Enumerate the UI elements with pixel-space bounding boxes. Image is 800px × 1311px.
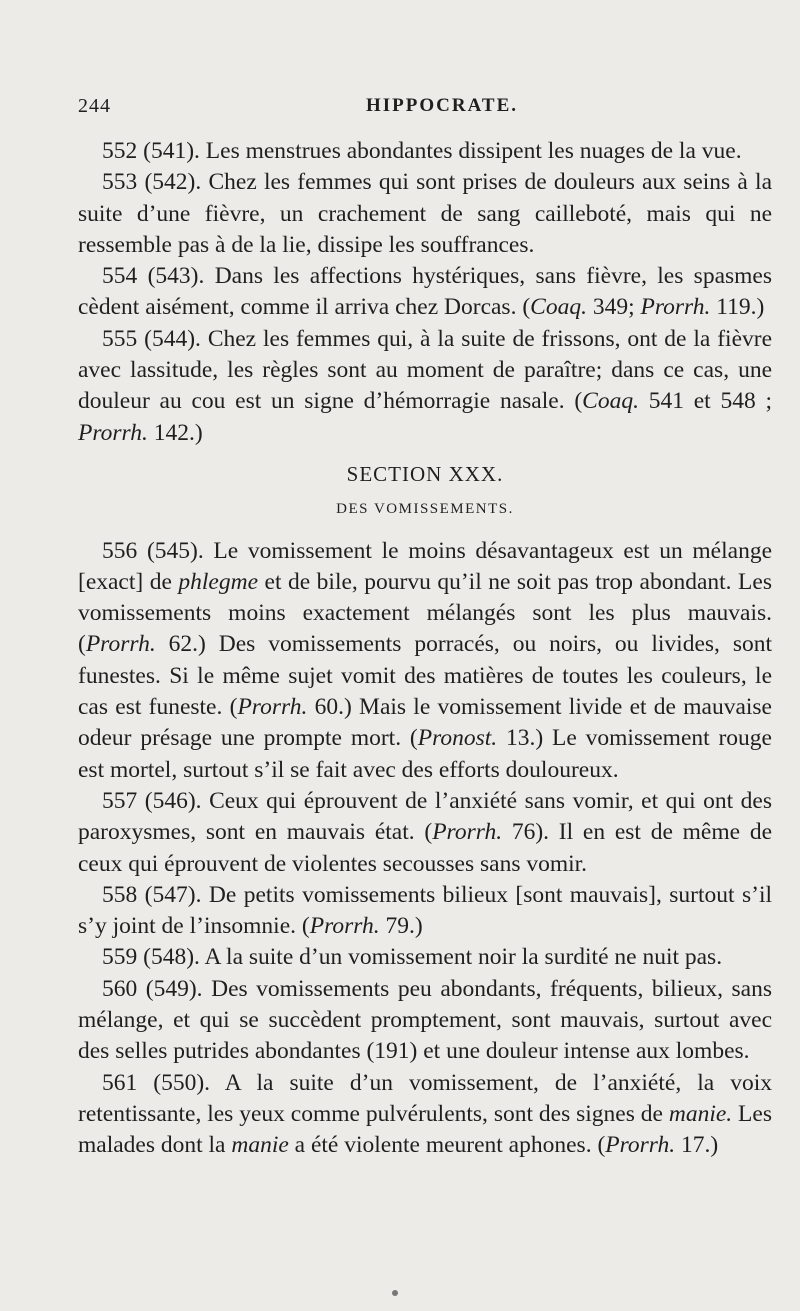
paragraph-557: 557 (546). Ceux qui éprouvent de l’anxiété sans vomir, et qui ont des paroxysmes, sont en mauvais état. (Prorrh. 76). Il en est de même de ceux qui éprouvent de violentes secousses sans vomir. [78,787,773,877]
paragraph-555: 555 (544). Chez les femmes qui, à la suite de frissons, ont de la fièvre avec lassitude, les règles sont au moment de paraître; dans ce cas, une douleur au cou est un signe d’hémorragie nasale. (Coaq. 541 et 548 ; Prorrh. 142.) [78,325,773,446]
page-dot-mark [392,1290,398,1296]
paragraph-561: 561 (550). A la suite d’un vomissement, de l’anxiété, la voix retentissante, les yeux comme pulvérulents, sont des signes de manie. Les malades dont la manie a été violente meurent aphones. (Prorrh. 17.) [78,1069,772,1159]
page-number: 244 [78,95,111,117]
paragraph-559: 559 (548). A la suite d’un vomissement noir la surdité ne nuit pas. [102,944,723,971]
paragraph-553: 553 (542). Chez les femmes qui sont prises de douleurs aux seins à la suite d’une fièvre, un crachement de sang cailleboté, mais qui ne ressemble pas à de la lie, dissipe les souffrances. [78,169,773,258]
paragraph-554: 554 (543). Dans les affections hystériques, sans fièvre, les spasmes cèdent aisément, comme il arriva chez Dorcas. (Coaq. 349; Prorrh. 119.) [78,263,773,321]
paragraph-556: 556 (545). Le vomissement le moins désavantageux est un mélange [exact] de phlegme et de bile, pourvu qu’il ne soit pas trop abondant. Les vomissements moins exactement mélangés sont les plus mauvais. (Prorrh. 62.) Des vomissements porracés, ou noirs, ou livides, sont funestes. Si le même sujet vomit des matières de toutes les couleurs, le cas est funeste. (Prorrh. 60.) Mais le vomissement livide et de mauvaise odeur présage une prompte mort. (Pronost. 13.) Le vomissement rouge est mortel, surtout s’il se fait avec des efforts douloureux. [78,537,773,783]
page-header [78,95,778,129]
section-title: SECTION XXX. [346,461,504,486]
running-title: HIPPOCRATE. [366,95,519,116]
page-body [78,136,772,1162]
paragraph-558: 558 (547). De petits vomissements bilieux [sont mauvais], surtout s’il s’y joint de l’insomnie. (Prorrh. 79.) [78,881,772,940]
paragraph-560: 560 (549). Des vomissements peu abondants, fréquents, bilieux, sans mélange, et qui se succèdent promptement, sont mauvais, surtout avec des selles putrides abondantes (191) et une douleur intense aux lombes. [78,975,772,1065]
paragraph-552: 552 (541). Les menstrues abondantes dissipent les nuages de la vue. [102,138,742,164]
section-subtitle: DES VOMISSEMENTS. [336,501,514,518]
